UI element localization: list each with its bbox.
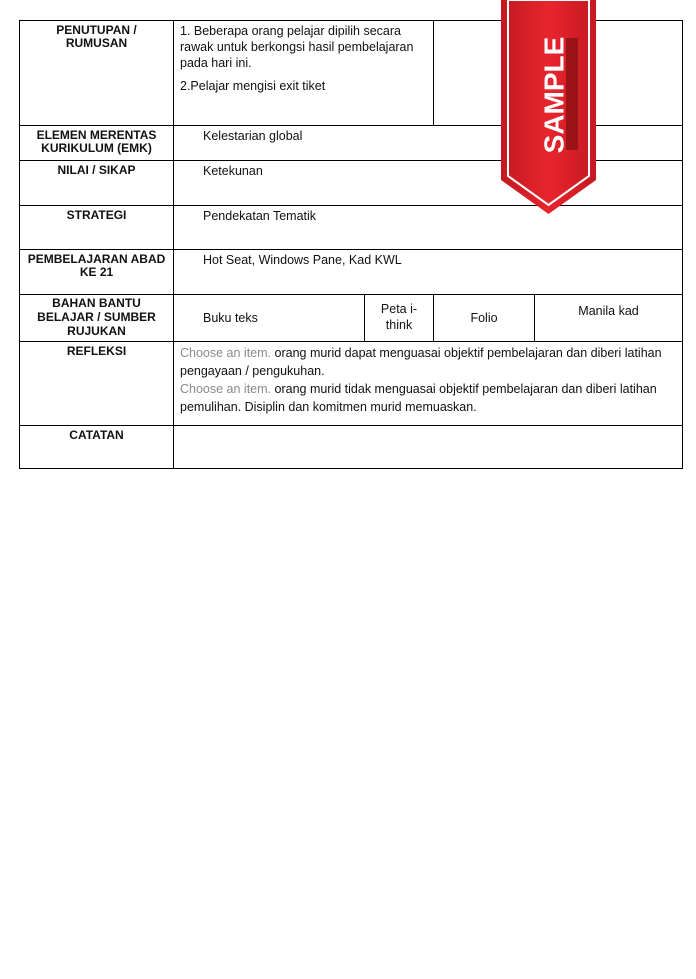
penutupan-line-2: 2.Pelajar mengisi exit tiket xyxy=(180,79,326,93)
bahan-item-3: Folio xyxy=(434,295,535,342)
label-penutupan: PENUTUPAN / RUMUSAN xyxy=(20,21,174,126)
row-abad21 xyxy=(20,250,683,295)
value-strategi: Pendekatan Tematik xyxy=(174,206,683,250)
label-strategi: STRATEGI xyxy=(20,206,174,250)
penutupan-line-1: 1. Beberapa orang pelajar dipilih secara rawak untuk berkongsi hasil pembelajaran pada hari ini. xyxy=(180,24,414,70)
sample-ribbon-watermark xyxy=(501,0,596,214)
refleksi-text-1: orang murid dapat menguasai objektif pembelajaran dan diberi latihan pengayaan / pengukuhan. xyxy=(180,346,662,378)
watermark-text: SAMPLE xyxy=(538,36,570,154)
bahan-item-4: Manila kad xyxy=(535,295,683,342)
refleksi-text-2: orang murid tidak menguasai objektif pembelajaran dan diberi latihan pemulihan. Disiplin dan komitmen murid memuaskan. xyxy=(180,382,657,414)
bahan-item-1: Buku teks xyxy=(174,295,365,342)
row-refleksi xyxy=(20,342,683,426)
bahan-item-2: Peta i-think xyxy=(365,295,434,342)
label-catatan: CATATAN xyxy=(20,426,174,469)
row-bahan xyxy=(20,295,683,342)
row-catatan xyxy=(20,426,683,469)
label-abad21: PEMBELAJARAN ABAD KE 21 xyxy=(20,250,174,295)
value-catatan xyxy=(174,426,683,469)
value-emk: Kelestarian global xyxy=(174,126,683,161)
refleksi-choose-item-2[interactable]: Choose an item. xyxy=(180,382,272,396)
refleksi-choose-item-1[interactable]: Choose an item. xyxy=(180,346,272,360)
refleksi-paragraph-2 xyxy=(180,380,676,416)
value-refleksi xyxy=(174,342,683,426)
label-refleksi: REFLEKSI xyxy=(20,342,174,426)
label-emk: ELEMEN MERENTAS KURIKULUM (EMK) xyxy=(20,126,174,161)
label-nilai: NILAI / SIKAP xyxy=(20,161,174,206)
refleksi-paragraph-1 xyxy=(180,344,676,380)
value-abad21: Hot Seat, Windows Pane, Kad KWL xyxy=(174,250,683,295)
value-penutupan xyxy=(174,21,434,126)
value-nilai: Ketekunan xyxy=(174,161,683,206)
label-bahan: BAHAN BANTU BELAJAR / SUMBER RUJUKAN xyxy=(20,295,174,342)
